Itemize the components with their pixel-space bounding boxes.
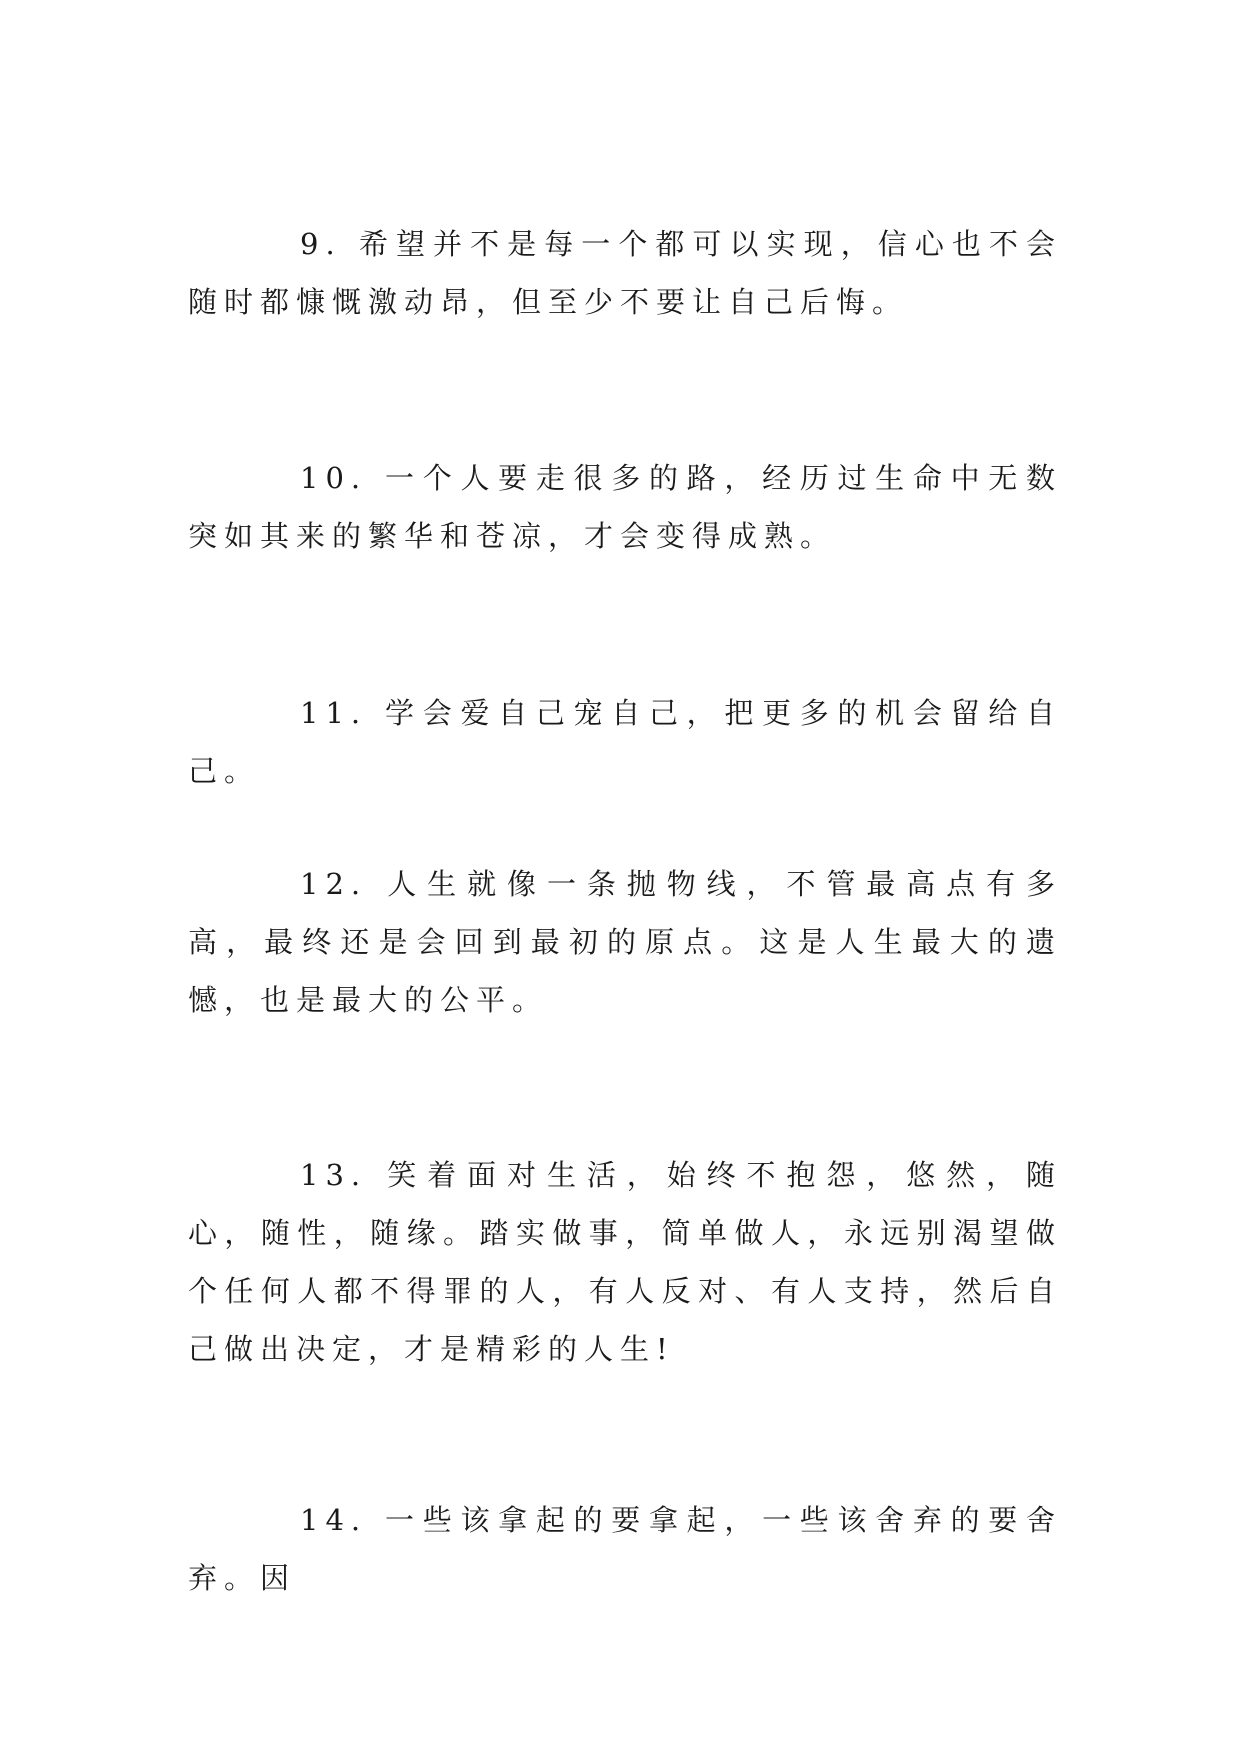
paragraph-10: 10. 一个人要走很多的路，经历过生命中无数突如其来的繁华和苍凉，才会变得成熟。 xyxy=(188,461,1062,553)
paragraph-14: 14. 一些该拿起的要拿起，一些该舍弃的要舍弃。因 xyxy=(188,1503,1062,1595)
paragraph-9: 9. 希望并不是每一个都可以实现，信心也不会随时都慷慨激动昂，但至少不要让自己后悔。 xyxy=(188,227,1062,319)
paragraph-12: 12. 人生就像一条抛物线，不管最高点有多高，最终还是会回到最初的原点。这是人生最大的遗憾，也是最大的公平。 xyxy=(188,867,1062,1017)
paragraph-13: 13. 笑着面对生活，始终不抱怨，悠然，随心，随性，随缘。踏实做事，简单做人，永远别渴望做个任何人都不得罪的人，有人反对、有人支持，然后自己做出决定，才是精彩的人生! xyxy=(188,1158,1062,1366)
paragraph-11: 11. 学会爱自己宠自己，把更多的机会留给自己。 xyxy=(188,696,1062,788)
